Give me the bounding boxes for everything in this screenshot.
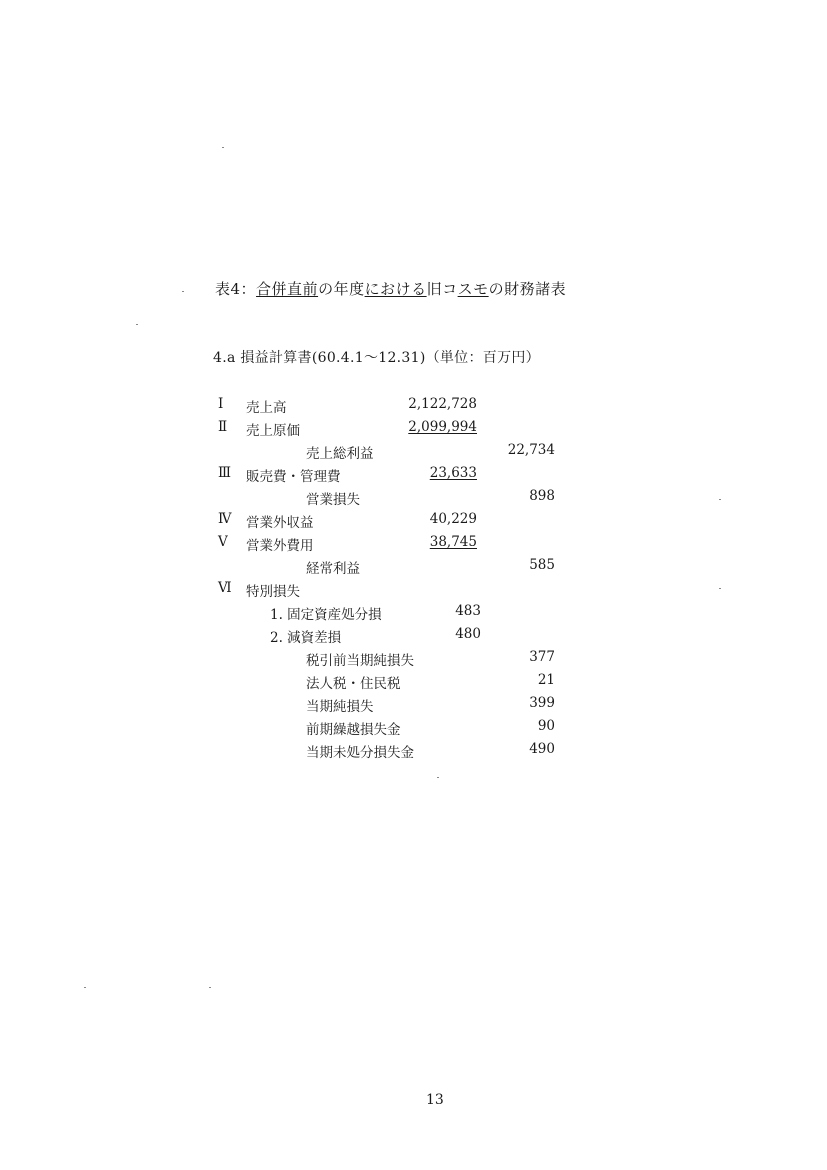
row-label: 当期純損失 (306, 699, 374, 715)
table-row (0, 741, 827, 763)
table-row (0, 465, 827, 487)
row-label: 営業外費用 (246, 538, 314, 554)
table-row (0, 718, 827, 740)
scan-speck (437, 777, 439, 778)
row-number: Ⅳ (218, 511, 232, 527)
scan-speck (719, 588, 721, 589)
row-number: Ⅱ (218, 419, 228, 435)
row-label: 2. 減資差損 (270, 630, 342, 646)
row-total: 399 (529, 695, 555, 711)
row-label: 売上総利益 (306, 446, 374, 462)
table-title (215, 278, 566, 299)
table-row (0, 511, 827, 533)
row-label: 特別損失 (246, 584, 300, 600)
statement-subtitle: 4.a 損益計算書(60.4.1〜12.31)（単位：百万円） (213, 350, 540, 366)
table-row (0, 649, 827, 671)
row-total: 490 (529, 741, 555, 757)
row-label: 営業損失 (306, 492, 360, 508)
row-value: 480 (455, 626, 481, 642)
title-part-3: における (364, 280, 427, 298)
scan-speck (84, 987, 86, 988)
scan-speck (209, 987, 211, 988)
row-total: 21 (537, 672, 555, 688)
row-number: Ⅵ (218, 580, 232, 596)
title-prefix: 表4： (215, 280, 257, 298)
row-label: 売上高 (246, 400, 287, 416)
row-number: Ⅰ (218, 396, 224, 412)
scan-speck (222, 147, 224, 148)
row-value: 483 (455, 603, 481, 619)
table-row (0, 442, 827, 464)
table-row (0, 419, 827, 441)
row-value: 2,122,728 (408, 396, 477, 412)
row-total: 22,734 (507, 442, 555, 458)
row-value: 40,229 (429, 511, 477, 527)
table-row (0, 396, 827, 418)
title-part-2: の年度 (318, 280, 365, 298)
row-number: Ⅲ (218, 465, 232, 481)
row-label: 売上原価 (246, 423, 300, 439)
table-row (0, 580, 827, 602)
row-value: 2,099,994 (408, 419, 477, 435)
row-number: Ⅴ (218, 534, 228, 550)
row-label: 当期未処分損失金 (306, 745, 414, 761)
table-row (0, 557, 827, 579)
row-label: 前期繰越損失金 (306, 722, 401, 738)
table-row (0, 672, 827, 694)
row-label: 営業外収益 (246, 515, 314, 531)
row-value: 38,745 (429, 534, 477, 550)
title-part-4: 旧コ (426, 280, 458, 298)
title-part-5: スモ (457, 280, 489, 298)
table-row (0, 695, 827, 717)
row-total: 898 (529, 488, 555, 504)
row-total: 90 (537, 718, 555, 734)
table-row (0, 626, 827, 648)
title-part-1: 合併直前 (256, 280, 319, 298)
row-label: 販売費・管理費 (246, 469, 341, 485)
row-total: 377 (529, 649, 555, 665)
scan-speck (719, 499, 721, 500)
row-value: 23,633 (429, 465, 477, 481)
row-total: 585 (529, 557, 555, 573)
row-label: 1. 固定資産処分損 (270, 607, 382, 623)
row-label: 法人税・住民税 (306, 676, 401, 692)
scan-speck (136, 324, 138, 325)
title-part-6: の財務諸表 (488, 280, 567, 298)
row-label: 税引前当期純損失 (306, 653, 414, 669)
page-number: 13 (426, 1092, 444, 1108)
table-row (0, 488, 827, 510)
scan-speck (182, 291, 184, 292)
table-row (0, 603, 827, 625)
row-label: 経常利益 (306, 561, 360, 577)
table-row (0, 534, 827, 556)
